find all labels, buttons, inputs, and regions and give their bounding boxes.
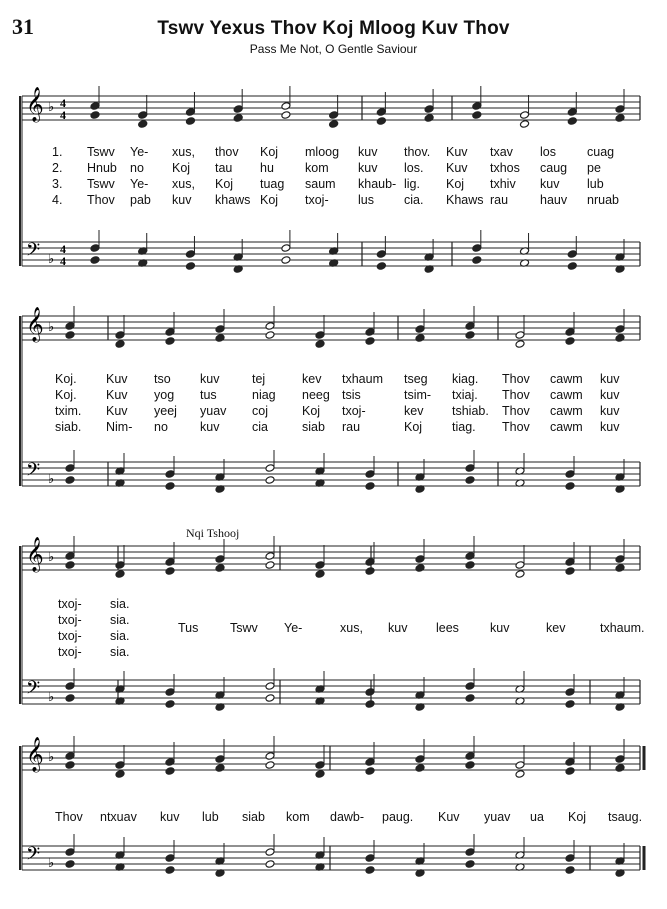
time-signature: 4 bbox=[60, 242, 66, 256]
lyric-syllable: xus, bbox=[172, 177, 195, 191]
notehead bbox=[185, 117, 195, 126]
notehead bbox=[265, 694, 275, 703]
notehead bbox=[65, 476, 75, 485]
tempo-marking: Nqi Tshooj bbox=[186, 526, 240, 540]
notehead bbox=[115, 770, 125, 779]
lyric-syllable: tus bbox=[200, 388, 217, 402]
notehead bbox=[215, 764, 225, 773]
notehead bbox=[567, 117, 577, 126]
lyric-syllable: yuav bbox=[200, 404, 227, 418]
notehead bbox=[265, 322, 275, 331]
notehead bbox=[65, 752, 75, 761]
lyric-syllable: kiag. bbox=[452, 372, 479, 386]
notehead bbox=[376, 117, 386, 126]
notehead bbox=[465, 694, 475, 703]
notehead bbox=[265, 761, 275, 770]
notehead bbox=[233, 105, 243, 114]
lyric-syllable: lub bbox=[587, 177, 604, 191]
lyric-syllable: lig. bbox=[404, 177, 420, 191]
lyric-syllable: tsis bbox=[342, 388, 361, 402]
notehead bbox=[215, 755, 225, 764]
notehead bbox=[565, 758, 575, 767]
lyric-syllable: Thov bbox=[55, 810, 83, 824]
lyric-syllable: Kuv bbox=[446, 161, 468, 175]
treble-clef-icon: 𝄞 bbox=[26, 537, 44, 572]
lyric-syllable: Tswv bbox=[87, 145, 115, 159]
notehead bbox=[515, 561, 525, 570]
lyric-syllable: paug. bbox=[382, 810, 414, 824]
notehead bbox=[365, 558, 375, 567]
lyric-syllable: Koj bbox=[446, 177, 465, 191]
notehead bbox=[565, 700, 575, 709]
notehead bbox=[65, 464, 75, 473]
lyric-syllable: Ye- bbox=[130, 145, 149, 159]
lyric-syllable: Thov bbox=[502, 388, 530, 402]
lyric-syllable: ntxuav bbox=[100, 810, 137, 824]
lyric-syllable: pab bbox=[130, 193, 151, 207]
notehead bbox=[165, 700, 175, 709]
lyric-syllable: Koj. bbox=[55, 372, 77, 386]
flat-icon: ♭ bbox=[48, 320, 55, 335]
lyric-syllable: txoj- bbox=[342, 404, 366, 418]
notehead bbox=[365, 866, 375, 875]
lyric-syllable: sia. bbox=[110, 629, 130, 643]
lyric-syllable: tseg bbox=[404, 372, 428, 386]
lyric-syllable: yuav bbox=[484, 810, 511, 824]
hymn-number: 31 bbox=[12, 14, 34, 39]
notehead bbox=[329, 120, 339, 129]
refrain-syllable: txhaum. bbox=[600, 621, 645, 635]
notehead bbox=[515, 770, 525, 779]
notehead bbox=[415, 325, 425, 334]
lyric-syllable: thov bbox=[215, 145, 239, 159]
lyric-syllable: kuv bbox=[172, 193, 192, 207]
notehead bbox=[565, 482, 575, 491]
notehead bbox=[615, 334, 625, 343]
notehead bbox=[115, 561, 125, 570]
notehead bbox=[185, 108, 195, 117]
refrain-syllable: Tswv bbox=[230, 621, 258, 635]
lyric-syllable: coj bbox=[252, 404, 268, 418]
notehead bbox=[376, 108, 386, 117]
notehead bbox=[315, 770, 325, 779]
notehead bbox=[165, 328, 175, 337]
notehead bbox=[65, 860, 75, 869]
refrain-syllable: kuv bbox=[490, 621, 510, 635]
lyric-syllable: tshiab. bbox=[452, 404, 489, 418]
notehead bbox=[515, 570, 525, 579]
notehead bbox=[565, 337, 575, 346]
notehead bbox=[515, 761, 525, 770]
lyric-syllable: tso bbox=[154, 372, 171, 386]
time-signature: 4 bbox=[60, 96, 66, 110]
refrain-syllable: Tus bbox=[178, 621, 199, 635]
lyric-syllable: hauv bbox=[540, 193, 568, 207]
notehead bbox=[365, 758, 375, 767]
notehead bbox=[165, 567, 175, 576]
notehead bbox=[615, 764, 625, 773]
notehead bbox=[376, 262, 386, 271]
lyric-syllable: Ye- bbox=[130, 177, 149, 191]
refrain-syllable: xus, bbox=[340, 621, 363, 635]
notehead bbox=[565, 866, 575, 875]
notehead bbox=[520, 120, 530, 129]
notehead bbox=[465, 860, 475, 869]
notehead bbox=[90, 111, 100, 120]
lyric-syllable: txim. bbox=[55, 404, 82, 418]
lyric-syllable: Koj bbox=[172, 161, 191, 175]
lyric-syllable: rau bbox=[490, 193, 509, 207]
notehead bbox=[365, 854, 375, 863]
flat-icon: ♭ bbox=[48, 472, 55, 487]
lyric-syllable: thov. bbox=[404, 145, 431, 159]
notehead bbox=[65, 682, 75, 691]
notehead bbox=[472, 244, 482, 253]
notehead bbox=[138, 111, 148, 120]
lyric-syllable: txoj- bbox=[58, 629, 82, 643]
notehead bbox=[415, 334, 425, 343]
time-signature: 4 bbox=[60, 108, 66, 122]
lyric-syllable: cawm bbox=[550, 420, 583, 434]
refrain-syllable: Ye- bbox=[284, 621, 303, 635]
notehead bbox=[465, 761, 475, 770]
notehead bbox=[315, 561, 325, 570]
notehead bbox=[185, 250, 195, 259]
flat-icon: ♭ bbox=[48, 856, 55, 871]
lyric-syllable: sia. bbox=[110, 645, 130, 659]
notehead bbox=[315, 761, 325, 770]
lyric-syllable: lub bbox=[202, 810, 219, 824]
notehead bbox=[90, 102, 100, 111]
notehead bbox=[265, 331, 275, 340]
notehead bbox=[215, 555, 225, 564]
notehead bbox=[165, 854, 175, 863]
lyric-syllable: Khaws bbox=[446, 193, 484, 207]
bass-clef-icon: 𝄢 bbox=[26, 460, 41, 485]
lyric-syllable: tiag. bbox=[452, 420, 476, 434]
lyric-syllable: ua bbox=[530, 810, 544, 824]
lyric-syllable: Koj bbox=[215, 177, 234, 191]
refrain-syllable: lees bbox=[436, 621, 459, 635]
lyric-syllable: sia. bbox=[110, 597, 130, 611]
lyric-syllable: txoj- bbox=[305, 193, 329, 207]
notehead bbox=[565, 688, 575, 697]
notehead bbox=[215, 564, 225, 573]
lyric-syllable: kom bbox=[286, 810, 310, 824]
notehead bbox=[415, 555, 425, 564]
lyric-syllable: Hnub bbox=[87, 161, 117, 175]
lyric-syllable: Koj. bbox=[55, 388, 77, 402]
lyric-syllable: cawm bbox=[550, 404, 583, 418]
notehead bbox=[65, 552, 75, 561]
lyric-syllable: cia. bbox=[404, 193, 424, 207]
lyric-syllable: yeej bbox=[154, 404, 177, 418]
notehead bbox=[165, 758, 175, 767]
notehead bbox=[115, 761, 125, 770]
notehead bbox=[315, 331, 325, 340]
lyric-syllable: Koj bbox=[302, 404, 321, 418]
notehead bbox=[424, 105, 434, 114]
notehead bbox=[65, 561, 75, 570]
notehead bbox=[265, 848, 275, 857]
notehead bbox=[615, 555, 625, 564]
notehead bbox=[565, 328, 575, 337]
notehead bbox=[265, 860, 275, 869]
lyric-syllable: kom bbox=[305, 161, 329, 175]
lyric-syllable: los bbox=[540, 145, 556, 159]
lyric-syllable: txhos bbox=[490, 161, 520, 175]
notehead bbox=[567, 108, 577, 117]
refrain-syllable: kuv bbox=[388, 621, 408, 635]
notehead bbox=[165, 688, 175, 697]
bass-clef-icon: 𝄢 bbox=[26, 844, 41, 869]
lyric-syllable: Kuv bbox=[106, 388, 128, 402]
notehead bbox=[515, 331, 525, 340]
lyric-syllable: yog bbox=[154, 388, 175, 402]
lyric-syllable: tsaug. bbox=[608, 810, 643, 824]
notehead bbox=[265, 682, 275, 691]
notehead bbox=[265, 476, 275, 485]
notehead bbox=[165, 470, 175, 479]
lyric-syllable: kev bbox=[404, 404, 424, 418]
notehead bbox=[265, 552, 275, 561]
notehead bbox=[115, 340, 125, 349]
notehead bbox=[615, 325, 625, 334]
notehead bbox=[567, 250, 577, 259]
notehead bbox=[615, 564, 625, 573]
notehead bbox=[465, 848, 475, 857]
refrain-syllable: kev bbox=[546, 621, 566, 635]
lyric-syllable: xus, bbox=[172, 145, 195, 159]
lyric-syllable: khaub- bbox=[358, 177, 397, 191]
time-signature: 4 bbox=[60, 254, 66, 268]
lyric-syllable: mloog bbox=[305, 145, 340, 159]
lyric-syllable: siab bbox=[242, 810, 265, 824]
bass-clef-icon: 𝄢 bbox=[26, 240, 41, 265]
lyric-syllable: 4. bbox=[52, 193, 63, 207]
notehead bbox=[138, 120, 148, 129]
lyric-syllable: pe bbox=[587, 161, 601, 175]
lyric-syllable: txav bbox=[490, 145, 513, 159]
notehead bbox=[165, 337, 175, 346]
lyric-syllable: sia. bbox=[110, 613, 130, 627]
notehead bbox=[315, 570, 325, 579]
notehead bbox=[215, 325, 225, 334]
lyric-syllable: saum bbox=[305, 177, 336, 191]
notehead bbox=[315, 340, 325, 349]
notehead bbox=[465, 561, 475, 570]
lyric-syllable: txhiv bbox=[490, 177, 516, 191]
lyric-syllable: 1. bbox=[52, 145, 63, 159]
notehead bbox=[365, 688, 375, 697]
lyric-syllable: siab bbox=[302, 420, 325, 434]
lyric-syllable: tau bbox=[215, 161, 233, 175]
lyric-syllable: txoj- bbox=[58, 613, 82, 627]
notehead bbox=[115, 331, 125, 340]
notehead bbox=[165, 767, 175, 776]
lyric-syllable: cawm bbox=[550, 372, 583, 386]
notehead bbox=[465, 331, 475, 340]
lyric-syllable: kev bbox=[302, 372, 322, 386]
lyric-syllable: Koj bbox=[260, 145, 279, 159]
notehead bbox=[329, 111, 339, 120]
lyric-syllable: no bbox=[154, 420, 168, 434]
notehead bbox=[165, 558, 175, 567]
lyric-syllable: Tswv bbox=[87, 177, 115, 191]
notehead bbox=[515, 340, 525, 349]
lyric-syllable: dawb- bbox=[330, 810, 365, 824]
notehead bbox=[65, 331, 75, 340]
notehead bbox=[415, 564, 425, 573]
notehead bbox=[415, 764, 425, 773]
lyric-syllable: tej bbox=[252, 372, 266, 386]
notehead bbox=[65, 848, 75, 857]
notehead bbox=[615, 105, 625, 114]
notehead bbox=[365, 567, 375, 576]
flat-icon: ♭ bbox=[48, 100, 55, 115]
lyric-syllable: Thov bbox=[87, 193, 115, 207]
notehead bbox=[365, 700, 375, 709]
lyric-syllable: tuag bbox=[260, 177, 285, 191]
flat-icon: ♭ bbox=[48, 750, 55, 765]
notehead bbox=[465, 464, 475, 473]
notehead bbox=[115, 570, 125, 579]
notehead bbox=[472, 111, 482, 120]
lyric-syllable: kuv bbox=[200, 420, 220, 434]
notehead bbox=[365, 767, 375, 776]
lyric-syllable: Kuv bbox=[106, 404, 128, 418]
notehead bbox=[365, 328, 375, 337]
lyric-syllable: cawm bbox=[550, 388, 583, 402]
lyric-syllable: 2. bbox=[52, 161, 63, 175]
notehead bbox=[465, 552, 475, 561]
treble-clef-icon: 𝄞 bbox=[26, 307, 44, 342]
notehead bbox=[565, 470, 575, 479]
treble-clef-icon: 𝄞 bbox=[26, 87, 44, 122]
lyric-syllable: Kuv bbox=[438, 810, 460, 824]
flat-icon: ♭ bbox=[48, 690, 55, 705]
notehead bbox=[365, 337, 375, 346]
lyric-syllable: rau bbox=[342, 420, 361, 434]
notehead bbox=[281, 256, 291, 265]
lyric-syllable: Koj bbox=[260, 193, 279, 207]
lyric-syllable: Thov bbox=[502, 372, 530, 386]
lyric-syllable: Koj bbox=[404, 420, 423, 434]
lyric-syllable: cia bbox=[252, 420, 268, 434]
lyric-syllable: nruab bbox=[587, 193, 619, 207]
notehead bbox=[472, 102, 482, 111]
lyric-syllable: Koj bbox=[568, 810, 587, 824]
notehead bbox=[376, 250, 386, 259]
lyric-syllable: txoj- bbox=[58, 597, 82, 611]
lyric-syllable: txoj- bbox=[58, 645, 82, 659]
lyric-syllable: Kuv bbox=[106, 372, 128, 386]
notehead bbox=[472, 256, 482, 265]
notehead bbox=[281, 244, 291, 253]
notehead bbox=[65, 694, 75, 703]
lyric-syllable: caug bbox=[540, 161, 568, 175]
notehead bbox=[615, 114, 625, 123]
notehead bbox=[215, 334, 225, 343]
notehead bbox=[233, 114, 243, 123]
notehead bbox=[465, 476, 475, 485]
notehead bbox=[365, 470, 375, 479]
notehead bbox=[615, 755, 625, 764]
lyric-syllable: los. bbox=[404, 161, 424, 175]
notehead bbox=[520, 111, 530, 120]
notehead bbox=[424, 114, 434, 123]
lyric-syllable: txiaj. bbox=[452, 388, 478, 402]
hymn-subtitle: Pass Me Not, O Gentle Saviour bbox=[249, 42, 418, 56]
lyric-syllable: kuv bbox=[600, 388, 620, 402]
flat-icon: ♭ bbox=[48, 550, 55, 565]
lyric-syllable: neeg bbox=[302, 388, 330, 402]
notehead bbox=[65, 322, 75, 331]
notehead bbox=[90, 244, 100, 253]
lyric-syllable: Thov bbox=[502, 404, 530, 418]
lyric-syllable: Nim- bbox=[106, 420, 133, 434]
notehead bbox=[90, 256, 100, 265]
lyric-syllable: 3. bbox=[52, 177, 63, 191]
lyric-syllable: Thov bbox=[502, 420, 530, 434]
lyric-syllable: kuv bbox=[200, 372, 220, 386]
lyric-syllable: kuv bbox=[358, 161, 378, 175]
lyric-syllable: Kuv bbox=[446, 145, 468, 159]
notehead bbox=[165, 866, 175, 875]
notehead bbox=[265, 752, 275, 761]
lyric-syllable: hu bbox=[260, 161, 274, 175]
notehead bbox=[265, 561, 275, 570]
notehead bbox=[565, 854, 575, 863]
notehead bbox=[185, 262, 195, 271]
lyric-syllable: no bbox=[130, 161, 144, 175]
lyric-syllable: cuag bbox=[587, 145, 615, 159]
notehead bbox=[465, 682, 475, 691]
notehead bbox=[465, 322, 475, 331]
notehead bbox=[565, 767, 575, 776]
lyric-syllable: txhaum bbox=[342, 372, 383, 386]
flat-icon: ♭ bbox=[48, 252, 55, 267]
lyric-syllable: lus bbox=[358, 193, 374, 207]
lyric-syllable: kuv bbox=[160, 810, 180, 824]
notehead bbox=[281, 102, 291, 111]
lyric-syllable: tsim- bbox=[404, 388, 432, 402]
notehead bbox=[281, 111, 291, 120]
hymn-title: Tswv Yexus Thov Koj Mloog Kuv Thov bbox=[157, 18, 510, 39]
lyric-syllable: niag bbox=[252, 388, 276, 402]
notehead bbox=[465, 752, 475, 761]
lyric-syllable: kuv bbox=[600, 372, 620, 386]
treble-clef-icon: 𝄞 bbox=[26, 737, 44, 772]
lyric-syllable: siab. bbox=[55, 420, 82, 434]
lyric-syllable: khaws bbox=[215, 193, 251, 207]
notehead bbox=[567, 262, 577, 271]
notehead bbox=[65, 761, 75, 770]
lyric-syllable: kuv bbox=[540, 177, 560, 191]
notehead bbox=[565, 558, 575, 567]
bass-clef-icon: 𝄢 bbox=[26, 678, 41, 703]
lyric-syllable: kuv bbox=[358, 145, 378, 159]
lyric-syllable: kuv bbox=[600, 404, 620, 418]
lyric-syllable: kuv bbox=[600, 420, 620, 434]
notehead bbox=[165, 482, 175, 491]
notehead bbox=[415, 755, 425, 764]
notehead bbox=[565, 567, 575, 576]
notehead bbox=[365, 482, 375, 491]
notehead bbox=[265, 464, 275, 473]
